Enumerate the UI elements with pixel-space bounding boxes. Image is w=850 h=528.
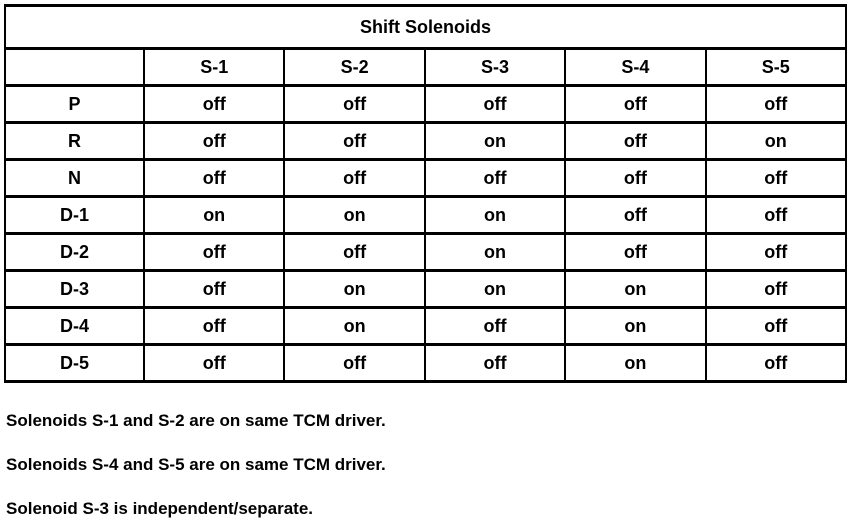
table-row-d3 [5,271,846,308]
row-label-d1: D-1 [5,197,144,234]
row-label-n: N [5,160,144,197]
cell-d5-s5: off [706,345,846,382]
cell-r-s5: on [706,123,846,160]
cell-d1-s2: on [284,197,424,234]
cell-n-s4: off [565,160,705,197]
footnotes [6,412,850,517]
table-row-d2 [5,234,846,271]
table-row-d4 [5,308,846,345]
table-row-r [5,123,846,160]
cell-d4-s2: on [284,308,424,345]
row-label-d4: D-4 [5,308,144,345]
note-s3-independent: Solenoid S-3 is independent/separate. [6,499,314,518]
table-row-d1 [5,197,846,234]
cell-d5-s2: off [284,345,424,382]
cell-d4-s1: off [144,308,284,345]
cell-n-s1: off [144,160,284,197]
cell-r-s1: off [144,123,284,160]
cell-d4-s5: off [706,308,846,345]
column-header-s2: S-2 [284,49,424,86]
table-title: Shift Solenoids [5,6,846,49]
cell-p-s3: off [425,86,565,123]
cell-d3-s1: off [144,271,284,308]
cell-p-s4: off [565,86,705,123]
table-row-p [5,86,846,123]
cell-d4-s4: on [565,308,705,345]
cell-d1-s3: on [425,197,565,234]
cell-d3-s3: on [425,271,565,308]
cell-d5-s1: off [144,345,284,382]
row-label-d5: D-5 [5,345,144,382]
cell-d1-s4: off [565,197,705,234]
column-header-s4: S-4 [565,49,705,86]
cell-p-s5: off [706,86,846,123]
manual-page [0,4,850,528]
column-header-s3: S-3 [425,49,565,86]
note-tcm-driver-s4-s5: Solenoids S-4 and S-5 are on same TCM driver. [6,455,386,474]
table-row-n [5,160,846,197]
row-label-p: P [5,86,144,123]
cell-d5-s3: off [425,345,565,382]
corner-cell [5,49,144,86]
cell-d2-s3: on [425,234,565,271]
cell-d2-s2: off [284,234,424,271]
cell-d1-s5: off [706,197,846,234]
cell-d1-s1: on [144,197,284,234]
cell-n-s5: off [706,160,846,197]
cell-r-s2: off [284,123,424,160]
cell-p-s2: off [284,86,424,123]
cell-d3-s4: on [565,271,705,308]
column-header-s1: S-1 [144,49,284,86]
cell-r-s3: on [425,123,565,160]
shift-solenoids-table [4,4,847,383]
header-row [5,49,846,86]
row-label-r: R [5,123,144,160]
note-tcm-driver-s1-s2: Solenoids S-1 and S-2 are on same TCM driver. [6,411,386,430]
cell-d2-s4: off [565,234,705,271]
cell-n-s3: off [425,160,565,197]
title-row [5,6,846,49]
cell-n-s2: off [284,160,424,197]
row-label-d2: D-2 [5,234,144,271]
cell-d3-s5: off [706,271,846,308]
cell-d5-s4: on [565,345,705,382]
cell-p-s1: off [144,86,284,123]
cell-r-s4: off [565,123,705,160]
row-label-d3: D-3 [5,271,144,308]
cell-d3-s2: on [284,271,424,308]
table-row-d5 [5,345,846,382]
cell-d4-s3: off [425,308,565,345]
cell-d2-s1: off [144,234,284,271]
cell-d2-s5: off [706,234,846,271]
column-header-s5: S-5 [706,49,846,86]
